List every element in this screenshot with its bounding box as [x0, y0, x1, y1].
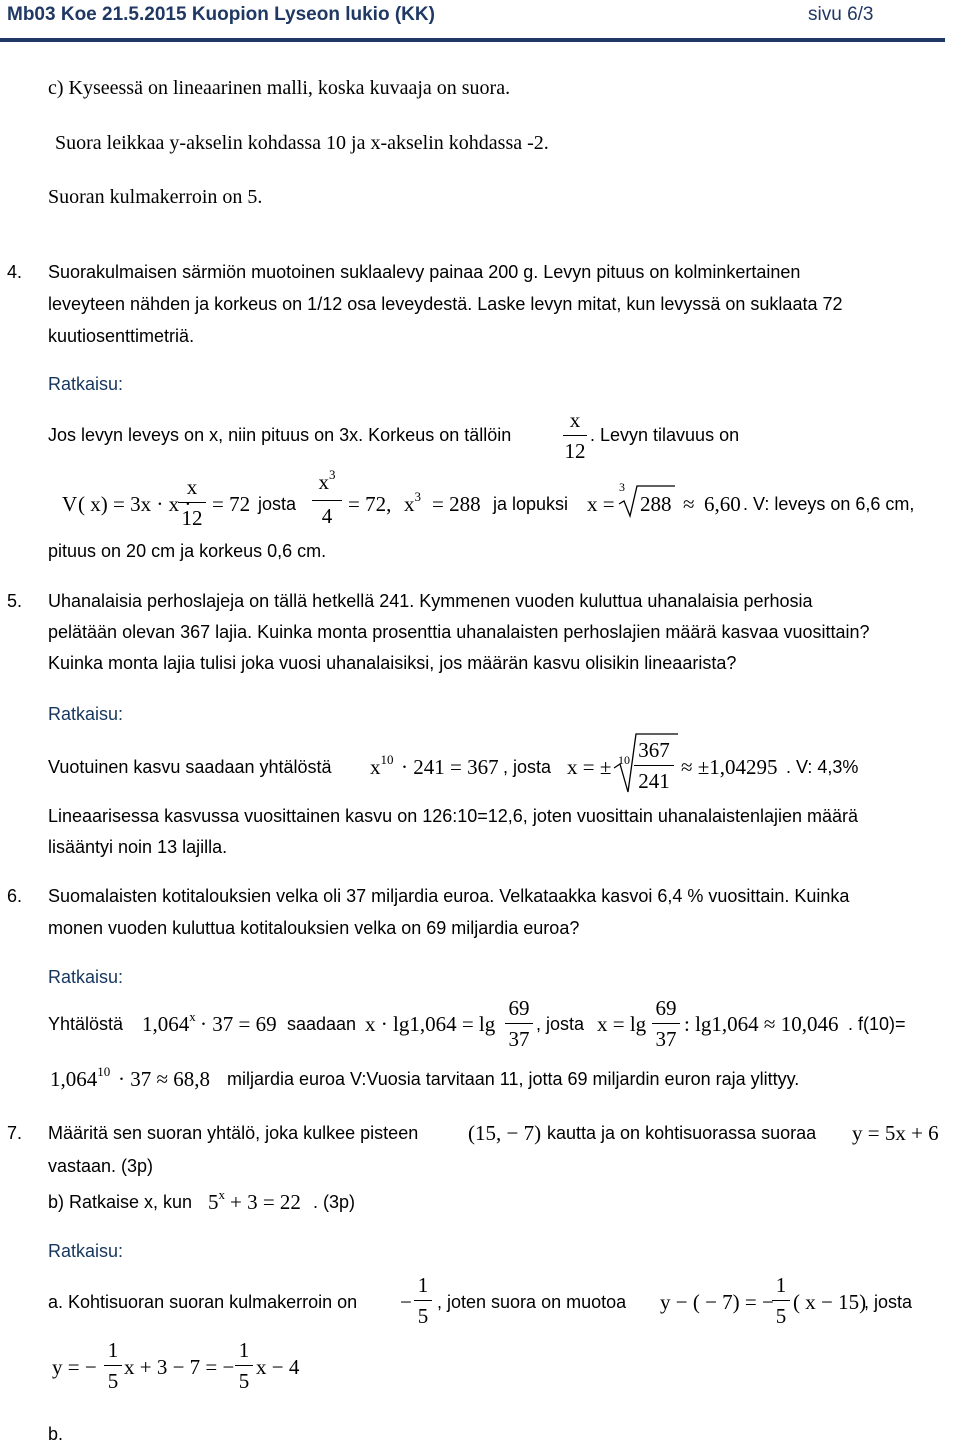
cube-den: 4	[321, 504, 333, 528]
q6-line2-base	[50, 1064, 111, 1092]
q7-a-frac-num: 1	[775, 1273, 787, 1297]
x-equals: x =	[587, 492, 615, 516]
cube-exp: 3	[329, 467, 336, 482]
q7-a-eq1: y − ( − 7) = −	[660, 1290, 774, 1314]
q5-number: 5.	[7, 591, 23, 611]
q6-base	[142, 1009, 196, 1037]
q7-a-fraction	[772, 1273, 790, 1328]
q4-text1: Suorakulmaisen särmiön muotoinen suklaalevy painaa 200 g. Levyn pituus on kolminkertainen	[48, 262, 801, 282]
q6-yhtalosta: Yhtälöstä	[48, 1014, 124, 1034]
q6-frac2	[652, 996, 680, 1051]
q7-a-minus: −	[400, 1290, 412, 1314]
q7-b-power	[208, 1187, 225, 1215]
q7-y-frac2-num: 1	[238, 1338, 250, 1362]
q7-a-pre: a. Kohtisuoran suoran kulmakerroin on	[48, 1292, 358, 1312]
q4-answer: . V: leveys on 6,6 cm,	[743, 494, 915, 514]
q7-y-frac2	[235, 1338, 253, 1393]
q7-b-pre: b) Ratkaise x, kun	[48, 1192, 193, 1212]
part-c-line1: c) Kyseessä on lineaarinen malli, koska kuvaaja on suora.	[48, 77, 511, 99]
q5-x: x	[370, 755, 381, 779]
q6-eq-a: · 37 = 69	[200, 1012, 277, 1036]
q6-base-val: 1,064	[142, 1012, 190, 1036]
q7-y-frac1-den: 5	[107, 1369, 119, 1393]
q7-point: (15, − 7)	[468, 1121, 542, 1145]
q6-frac2-num: 69	[655, 996, 677, 1020]
q7-a-frac-den: 5	[775, 1304, 787, 1328]
josta-label: josta	[258, 494, 297, 514]
q7-y-frac2-den: 5	[238, 1369, 250, 1393]
q6-text2: monen vuoden kuluttua kotitalouksien velka on 69 miljardia euroa?	[48, 918, 580, 938]
q6-josta: , josta	[536, 1014, 585, 1034]
q6-f10: . f(10)=	[848, 1014, 906, 1034]
q7-text1b: kautta ja on kohtisuorassa suoraa	[547, 1123, 817, 1143]
q4-text2: leveyteen nähden ja korkeus on 1/12 osa leveydestä. Laske levyn mitat, kun levyssä on suklaata 72	[48, 294, 843, 314]
q5-sol3: lisääntyi noin 13 lajilla.	[48, 837, 228, 857]
volume-V: V	[62, 492, 78, 516]
q5-result: ≈ ±1,04295	[681, 755, 778, 779]
tenth-root-index: 10	[618, 753, 630, 767]
q6-eq-b: x · lg1,064 = lg	[365, 1012, 496, 1036]
q5-ratkaisu: Ratkaisu:	[48, 704, 124, 724]
q5-sol2: Lineaarisessa kasvussa vuosittainen kasvu on 126:10=12,6, joten vuosittain uhanalaistenlajien määrä	[48, 806, 859, 826]
q6-number: 6.	[7, 886, 23, 906]
cube-root-index: 3	[619, 480, 625, 494]
vol-frac-den: 12	[181, 506, 203, 530]
q7-b-eq: + 3 = 22	[230, 1190, 301, 1214]
frac-den: 12	[564, 439, 586, 463]
q6-frac1	[505, 996, 533, 1051]
q7-a-post: , josta	[864, 1292, 913, 1312]
frac-num: x	[569, 408, 581, 432]
q7-y-mid: x + 3 − 7 = −	[124, 1355, 235, 1379]
part-c-line3: Suoran kulmakerroin on 5.	[48, 186, 263, 208]
xc-exp: 3	[414, 489, 421, 504]
q6-frac1-num: 69	[508, 996, 530, 1020]
q7-line: y = 5x + 6	[852, 1121, 939, 1145]
q7-y-frac1	[104, 1338, 122, 1393]
q6-text1: Suomalaisten kotitalouksien velka oli 37 miljardia euroa. Velkataakka kasvoi 6,4 % vuosittain. Kuinka	[48, 886, 850, 906]
q4-sol-last: pituus on 20 cm ja korkeus 0,6 cm.	[48, 541, 327, 561]
q5-eq-x10	[370, 752, 394, 780]
q7-b-label: b.	[48, 1424, 64, 1444]
q5-eq1b: · 241 = 367	[401, 755, 499, 779]
q5-exp10: 10	[380, 752, 394, 767]
q7-number: 7.	[7, 1123, 23, 1143]
height-fraction	[563, 408, 587, 463]
q6-eq-c: x = lg	[597, 1012, 647, 1036]
cube-fraction	[312, 467, 342, 528]
approx-sign: ≈	[683, 492, 695, 516]
q6-saadaan: saadaan	[287, 1014, 357, 1034]
q5-text3: Kuinka monta lajia tulisi joka vuosi uhanalaisiksi, jos määrän kasvu olisikin lineaarista?	[48, 653, 737, 673]
q6-eq-d: : lg1,064 ≈ 10,046	[684, 1012, 839, 1036]
q5-answer: . V: 4,3%	[786, 757, 859, 777]
q7-b-post: . (3p)	[313, 1192, 356, 1212]
eq72b: = 72,	[348, 492, 392, 516]
q5-xeq: x = ±	[567, 755, 612, 779]
q5-text2: pelätään olevan 367 lajia. Kuinka monta prosenttia uhanalaisten perhoslajien määrä kasvaa vuosittain?	[48, 622, 870, 642]
q4-text3: kuutiosenttimetriä.	[48, 326, 195, 346]
cube-x: x	[318, 470, 329, 494]
x-cubed	[404, 489, 421, 517]
q6-line2-text: miljardia euroa V:Vuosia tarvitaan 11, jotta 69 miljardin euron raja ylittyy.	[227, 1069, 800, 1089]
q7-slope-num: 1	[417, 1273, 429, 1297]
q7-text2: vastaan. (3p)	[48, 1156, 154, 1176]
q6-l2-base: 1,064	[50, 1067, 98, 1091]
q6-l2-exp: 10	[97, 1064, 111, 1079]
q7-a-mid: , joten suora on muotoa	[437, 1292, 627, 1312]
eq288: = 288	[432, 492, 481, 516]
ja-lopuksi: ja lopuksi	[493, 494, 569, 514]
q4-sol1-post: . Levyn tilavuus on	[590, 425, 740, 445]
q6-base-exp: x	[189, 1009, 196, 1024]
q6-frac1-den: 37	[508, 1027, 530, 1051]
value-660: 6,60	[704, 492, 741, 516]
q5-fraction	[634, 738, 674, 793]
q7-b-base: 5	[208, 1190, 219, 1214]
q6-ratkaisu: Ratkaisu:	[48, 967, 124, 987]
q7-text1: Määritä sen suoran yhtälö, joka kulkee pisteen	[48, 1123, 419, 1143]
q6-frac2-den: 37	[655, 1027, 677, 1051]
vol-frac-num: x	[186, 475, 198, 499]
q4-sol1-pre: Jos levyn leveys on x, niin pituus on 3x. Korkeus on tällöin	[48, 425, 512, 445]
q4-number: 4.	[7, 262, 23, 282]
q7-b-exp: x	[218, 1187, 225, 1202]
xc-base: x	[404, 492, 415, 516]
q7-y-eq: y = −	[52, 1355, 97, 1379]
q6-line2-eq: · 37 ≈ 68,8	[118, 1067, 211, 1091]
volume-expr: ( x) = 3x · x ·	[78, 492, 192, 516]
volume-fraction	[178, 475, 206, 530]
volume-eq72: = 72	[212, 492, 251, 516]
q5-text1: Uhanalaisia perhoslajeja on tällä hetkellä 241. Kymmenen vuoden kuluttua uhanalaisia perhosia	[48, 591, 813, 611]
q5-josta: , josta	[503, 757, 552, 777]
q5-sol1-pre: Vuotuinen kasvu saadaan yhtälöstä	[48, 757, 332, 777]
q5-num: 367	[638, 738, 670, 762]
q7-slope-den: 5	[417, 1304, 429, 1328]
q7-y-end: x − 4	[256, 1355, 300, 1379]
q7-a-eq1b: ( x − 15)	[793, 1290, 867, 1314]
q7-ratkaisu: Ratkaisu:	[48, 1241, 124, 1261]
part-c-line2: Suora leikkaa y-akselin kohdassa 10 ja x-akselin kohdassa -2.	[55, 132, 549, 154]
header-rule	[0, 38, 945, 42]
page-number: sivu 6/3	[808, 4, 874, 25]
q7-slope-fraction	[414, 1273, 432, 1328]
q5-den: 241	[638, 769, 670, 793]
q4-ratkaisu: Ratkaisu:	[48, 374, 124, 394]
radicand-288: 288	[640, 492, 672, 516]
q7-y-frac1-num: 1	[107, 1338, 119, 1362]
document-title: Mb03 Koe 21.5.2015 Kuopion Lyseon lukio (KK)	[7, 4, 435, 25]
